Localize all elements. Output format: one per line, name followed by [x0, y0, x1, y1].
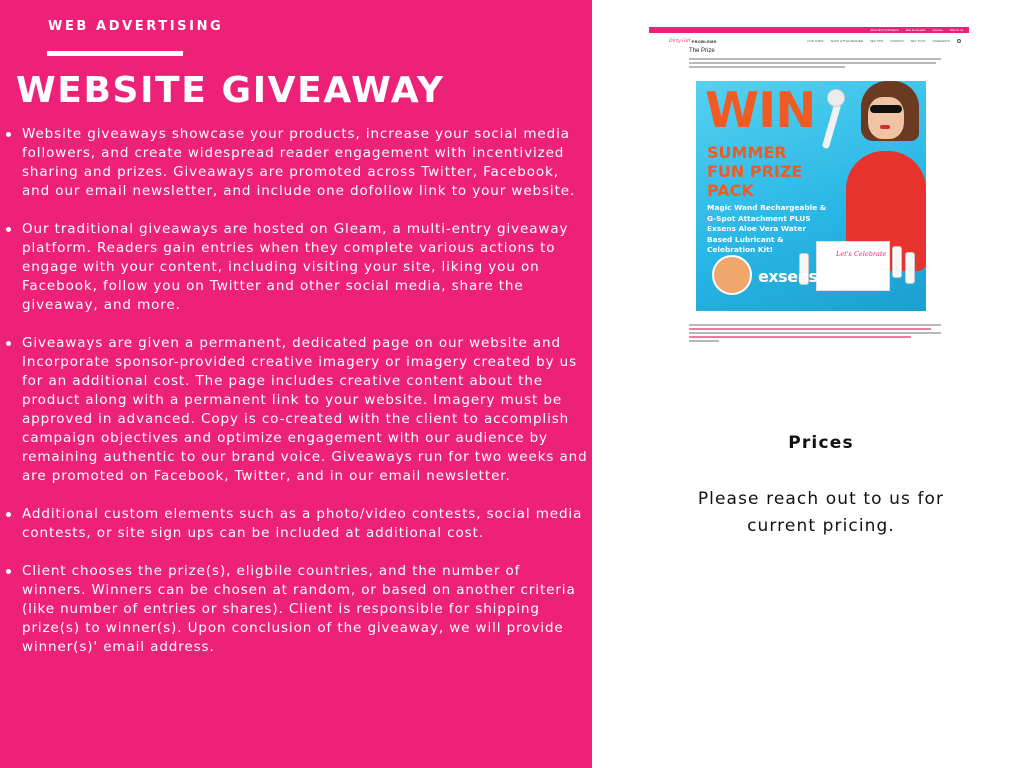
product-tube — [892, 246, 902, 278]
list-item: Giveaways are given a permanent, dedicated page on our website and Incorporate sponsor-provided creative imagery or imagery created by us for an additional cost. The page includes creative content about the product along with a permanent link to your website. Imagery must be approved in advanced. Copy is co-created with the client to accomplish campaign objectives and optimize engagement with our audience by remaining authentic to our brand voice. Giveaways run for two weeks and are promoted on Facebook, Twitter, and in our email newsletter. — [4, 334, 588, 486]
wand-handle — [822, 103, 841, 149]
logo-script: Dirty Girl — [669, 38, 691, 44]
page-title: WEBSITE GIVEAWAY — [16, 70, 445, 111]
promo-details: Magic Wand Rechargeable & G-Spot Attachment PLUS Exsens Aloe Vera Water Based Lubricant & Celebration Kit! — [707, 203, 827, 254]
list-item: Client chooses the prize(s), eligbile countries, and the number of winners. Winners can be chosen at random, or based on another criteria (like number of entries or shares). Client is responsible for shipping prize(s) to winner(s). Upon conclusion of the giveaway, we will provide winner(s)' email address. — [4, 562, 588, 657]
promo-win: WIN — [705, 82, 816, 139]
logo-text: PROBLEMS — [691, 38, 717, 44]
site-menu — [807, 39, 961, 43]
brand-logo: exsens — [758, 267, 818, 286]
site-intro-text — [689, 58, 941, 70]
menu-item: OUR LINKS — [807, 39, 824, 43]
model-face — [868, 97, 904, 139]
prices-title: Prices — [788, 433, 854, 453]
product-box-label: Let's Celebrate — [836, 250, 887, 258]
promo-image — [696, 81, 926, 311]
site-logo — [669, 39, 717, 44]
menu-item: FASHION — [890, 39, 904, 43]
divider — [47, 51, 183, 56]
model-lips — [880, 125, 890, 129]
website-screenshot — [649, 27, 969, 352]
product-box — [816, 241, 890, 291]
site-heading: The Prize — [689, 48, 715, 54]
topbar-link: Write for Us — [949, 28, 963, 32]
promo-subtitle: SUMMER FUN PRIZE PACK — [707, 143, 803, 200]
topbar-link: About Dirty Girl Problems — [870, 28, 899, 32]
feature-list — [4, 125, 588, 676]
search-icon — [957, 39, 961, 43]
list-item: Our traditional giveaways are hosted on Gleam, a multi-entry giveaway platform. Readers gain entries when they complete various actions to engage with your content, including visiting your site, liking you on Facebook, follow you on Twitter and other social media, share the giveaway, and more. — [4, 220, 588, 315]
menu-item: SHOP LITTLE READER — [830, 39, 863, 43]
product-tube — [905, 252, 915, 284]
site-body-text — [689, 324, 941, 344]
brand-badge — [712, 255, 752, 295]
menu-item: SEX TIPS — [869, 39, 884, 43]
menu-item: SEX TOYS — [910, 39, 926, 43]
topbar-link: Meet the Founder — [905, 28, 926, 32]
prices-text: Please reach out to us for current pricing. — [697, 489, 945, 536]
wand-head — [827, 89, 845, 107]
list-item: Website giveaways showcase your products, increase your social media followers, and create widespread reader engagement with incentivized sharing and prizes. Giveaways are promoted across Twitter, Facebook, and our email newsletter, and include one dofollow link to your website. — [4, 125, 588, 201]
sunglasses — [870, 105, 902, 113]
menu-item: GIVEAWAYS — [932, 39, 950, 43]
topbar-link: Advertise — [932, 28, 943, 32]
site-nav — [649, 33, 969, 49]
list-item: Additional custom elements such as a photo/video contests, social media contests, or site sign ups can be included at additional cost. — [4, 505, 588, 543]
section-label: WEB ADVERTISING — [48, 19, 224, 34]
